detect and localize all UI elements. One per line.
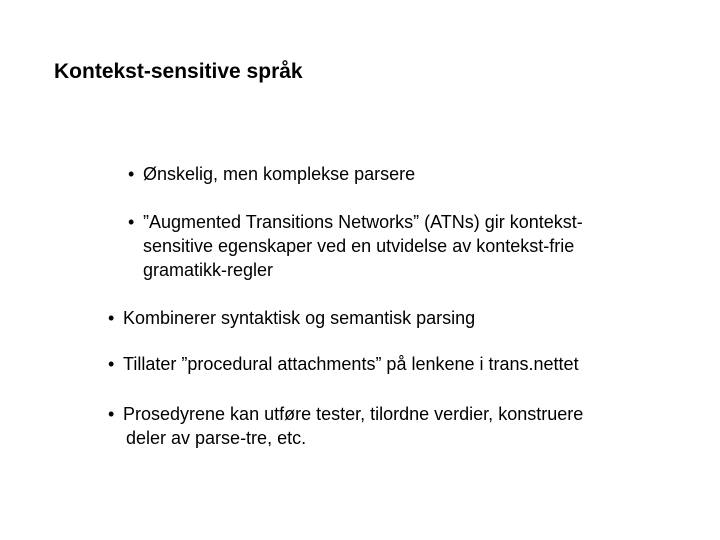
bullet-text: Tillater ”procedural attachments” på lenkene i trans.nettet	[123, 354, 579, 374]
bullet-text-cont: gramatikk-regler	[143, 260, 274, 280]
bullet-item	[128, 162, 415, 186]
bullet-icon: •	[108, 308, 115, 328]
sub-bullet-item	[108, 402, 583, 450]
bullet-icon: •	[128, 164, 135, 184]
bullet-text-cont: sensitive egenskaper ved en utvidelse av kontekst-frie	[143, 236, 575, 256]
sub-bullet-item	[108, 306, 475, 330]
sub-bullet-item	[108, 352, 579, 376]
bullet-icon: •	[108, 404, 115, 424]
bullet-item	[128, 210, 583, 282]
bullet-icon: •	[128, 212, 135, 232]
bullet-icon: •	[108, 354, 115, 374]
bullet-text: ”Augmented Transitions Networks” (ATNs) gir kontekst-	[143, 212, 583, 232]
bullet-text: Ønskelig, men komplekse parsere	[143, 164, 416, 184]
slide-title: Kontekst-sensitive språk	[54, 60, 303, 83]
bullet-text: Prosedyrene kan utføre tester, tilordne verdier, konstruere	[123, 404, 584, 424]
bullet-text: Kombinerer syntaktisk og semantisk parsing	[123, 308, 476, 328]
bullet-text-cont: deler av parse-tre, etc.	[126, 428, 307, 448]
